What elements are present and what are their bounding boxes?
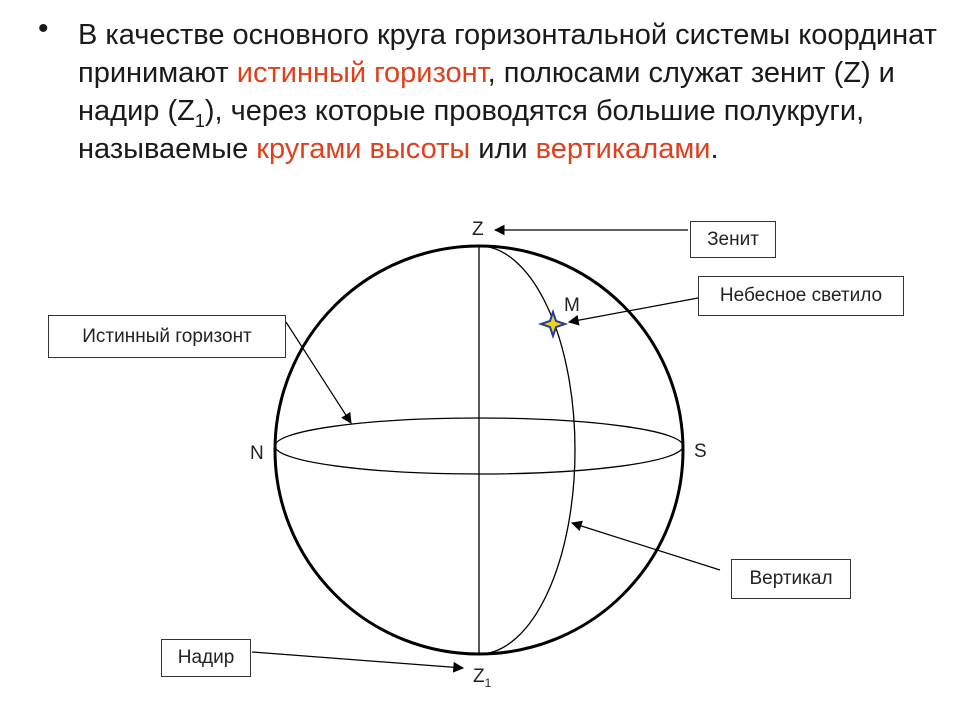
star-icon	[541, 312, 565, 336]
callout-zenith: Зенит	[690, 221, 776, 258]
label-star-m: M	[564, 295, 580, 316]
arrow-horizon	[286, 322, 351, 423]
highlight-verticals: вертикалами	[535, 133, 711, 165]
text-subscript-1: 1	[194, 110, 205, 131]
label-nadir-z1	[473, 666, 491, 690]
highlight-true-horizon: истинный горизонт	[236, 57, 488, 89]
arrow-nadir	[252, 652, 463, 668]
arrow-vertical	[572, 523, 720, 570]
highlight-altitude-circles: кругами высоты	[256, 133, 471, 165]
text-part-2: , полюсами служат зенит (Z) и надир (Z	[78, 57, 895, 127]
bullet-marker: •	[38, 12, 49, 45]
label-north: N	[250, 443, 264, 464]
text-part-5: .	[710, 133, 719, 165]
callout-celestial-body: Небесное светило	[698, 276, 904, 316]
text-part-4: или	[470, 133, 536, 165]
vertical-circle-arc	[479, 246, 575, 654]
label-south: S	[694, 441, 707, 462]
callout-true-horizon: Истинный горизонт	[48, 315, 286, 358]
label-nadir-letter: Z	[473, 666, 485, 687]
callout-nadir: Надир	[161, 639, 251, 677]
text-part-1: В качестве основного круга горизонтальной системы координат принимают	[78, 19, 937, 89]
label-zenith: Z	[472, 219, 484, 240]
label-nadir-subscript: 1	[484, 675, 492, 690]
callout-vertical: Вертикал	[731, 559, 851, 599]
text-part-3: ), через которые проводятся большие полукруги, называемые	[78, 95, 865, 165]
